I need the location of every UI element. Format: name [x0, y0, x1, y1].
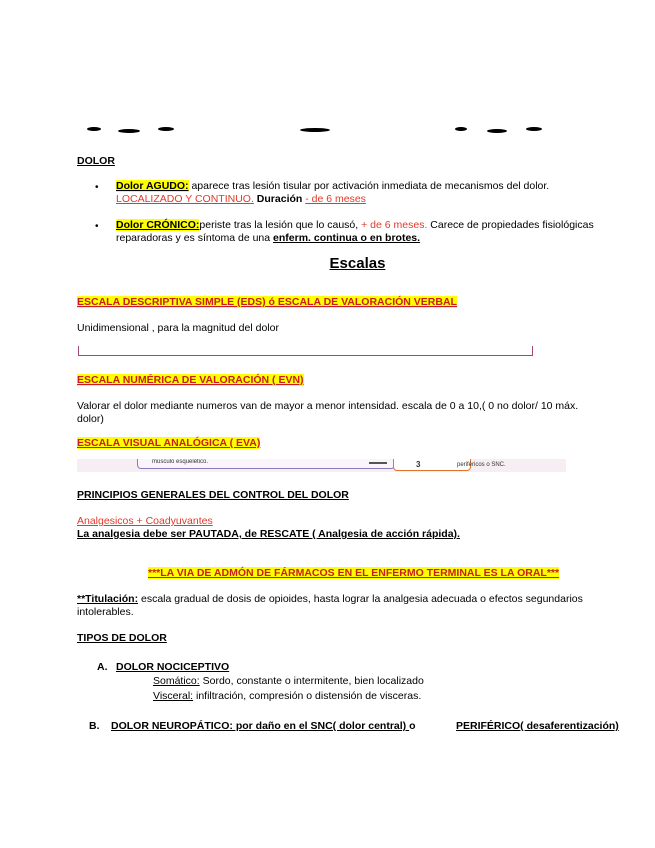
eva-image-strip	[77, 459, 566, 472]
escalas-title: Escalas	[329, 255, 386, 272]
tipos-neuropatico	[111, 720, 416, 732]
titulacion-label: **Titulación:	[77, 593, 139, 605]
eds-scale-line	[78, 346, 533, 356]
evn-header: ESCALA NUMÉRICA DE VALORACIÓN ( EVN)	[77, 374, 304, 386]
dolor-agudo-duracion-value: - de 6 meses	[305, 193, 366, 205]
principios-pautada: La analgesia debe ser PAUTADA, de RESCATE ( Analgesia de acción rápida).	[77, 528, 460, 540]
eva-image-text1: músculo esquelético.	[152, 459, 209, 465]
cutoff-glyph	[455, 127, 467, 131]
cutoff-glyph	[158, 127, 174, 131]
neuropatico-periferico: PERIFÉRICO( desaferentización)	[456, 720, 619, 732]
cutoff-glyph	[118, 129, 140, 133]
visceral-label: Visceral:	[153, 690, 194, 702]
cutoff-glyph	[487, 129, 507, 133]
titulacion-line2: intolerables.	[77, 606, 134, 618]
eva-header: ESCALA VISUAL ANALÓGICA ( EVA)	[77, 437, 261, 449]
eva-image-arrow	[369, 462, 387, 464]
principios-analgesicos: Analgesicos + Coadyuvantes	[77, 515, 213, 527]
evn-text-line1: Valorar el dolor mediante numeros van de mayor a menor intensidad. escala de 0 a 10,( 0 no dolor/ 10 máx.	[77, 400, 579, 412]
cutoff-glyph	[87, 127, 101, 131]
dolor-agudo-localizado: LOCALIZADO Y CONTINUO.	[116, 193, 254, 205]
dolor-cronico-duracion-value: + de 6 meses.	[361, 219, 428, 231]
neuropatico-o: o	[409, 720, 416, 732]
via-oral-banner: ***LA VIA DE ADMÓN DE FÁRMACOS EN EL ENFERMO TERMINAL ES LA ORAL***	[148, 567, 560, 579]
dolor-cronico-text2: Carece de propiedades fisiológicas	[427, 219, 594, 231]
somatico-label: Somático:	[153, 675, 200, 687]
tipos-nociceptivo: DOLOR NOCICEPTIVO	[116, 661, 230, 673]
bullet: •	[95, 182, 99, 193]
visceral-text: infiltración, compresión o distensión de visceras.	[193, 690, 422, 702]
dolor-agudo-paragraph	[116, 180, 616, 206]
cutoff-glyph	[300, 128, 330, 132]
somatico-text: Sordo, constante o intermitente, bien localizado	[199, 675, 424, 687]
dolor-cronico-paragraph	[116, 219, 636, 245]
neuropatico-label: DOLOR NEUROPÁTICO: por daño en el SNC( dolor central)	[111, 720, 410, 732]
dolor-agudo-duracion: Duración	[253, 193, 306, 205]
titulacion-paragraph	[77, 593, 637, 619]
titulacion-line1: escala gradual de dosis de opioides, hasta lograr la analgesia adecuada o efectos segundarios	[138, 593, 583, 605]
eds-text: Unidimensional , para la magnitud del dolor	[77, 322, 279, 334]
tipos-title: TIPOS DE DOLOR	[77, 632, 167, 644]
eds-header: ESCALA DESCRIPTIVA SIMPLE (EDS) ó ESCALA DE VALORACIÓN VERBAL	[77, 296, 457, 308]
eva-image-text2: periféricos o SNC.	[457, 462, 506, 468]
evn-text-line2: dolor)	[77, 413, 104, 425]
principios-title: PRINCIPIOS GENERALES DEL CONTROL DEL DOLOR	[77, 489, 349, 501]
section-title-dolor: DOLOR	[77, 155, 115, 167]
bullet: •	[95, 221, 99, 232]
somatico-line	[153, 675, 424, 687]
dolor-cronico-label: Dolor CRÓNICO:	[116, 219, 200, 231]
eva-image-number: 3	[416, 460, 421, 469]
cutoff-glyph	[526, 127, 542, 131]
dolor-cronico-line2: reparadoras y es síntoma de una	[116, 232, 274, 244]
eva-image-box	[137, 459, 395, 469]
dolor-cronico-text: periste tras la lesión que lo causó,	[199, 219, 362, 231]
dolor-agudo-text: aparece tras lesión tisular por activación inmediata de mecanismos del dolor.	[188, 180, 550, 192]
dolor-agudo-label: Dolor AGUDO:	[116, 180, 189, 192]
visceral-line	[153, 690, 421, 702]
dolor-cronico-line2-underlined: enferm. continua o en brotes.	[273, 232, 421, 244]
evn-text	[77, 400, 637, 426]
tipos-b-marker: B.	[89, 720, 100, 732]
tipos-a-marker: A.	[97, 661, 108, 673]
